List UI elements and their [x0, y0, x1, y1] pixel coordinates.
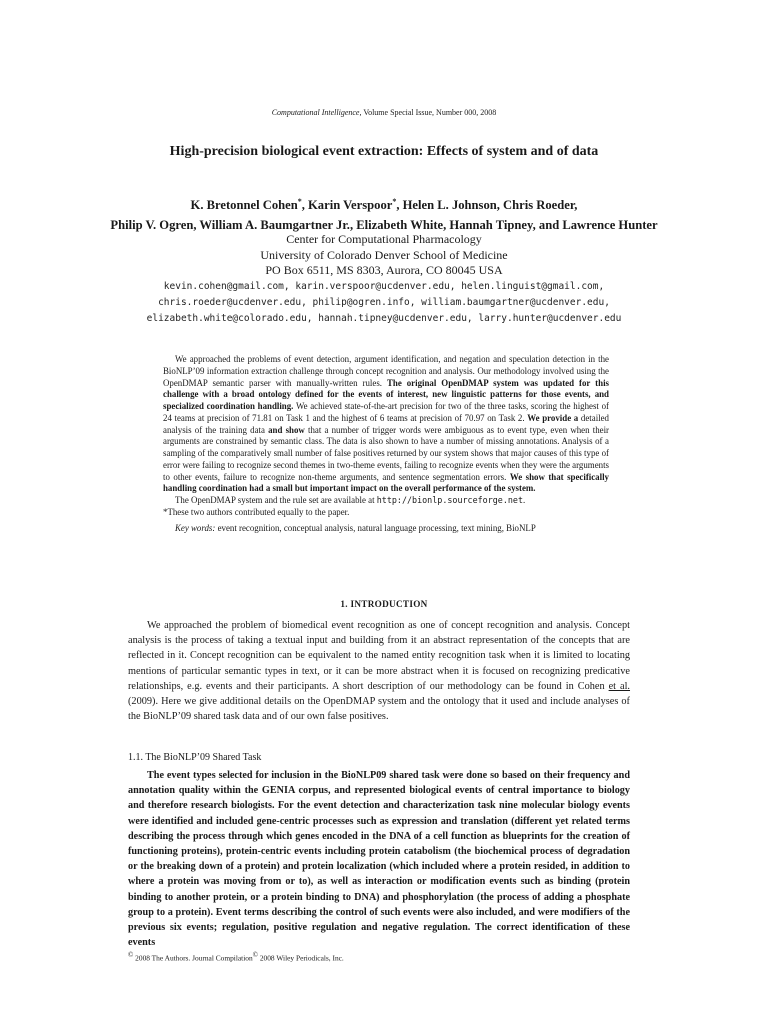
- equal-contribution-mark: *: [297, 197, 302, 206]
- abstract-text: detailed analysis of the training data: [163, 412, 609, 435]
- author-cohen: K. Bretonnel Cohen: [190, 198, 298, 213]
- subsection-heading-shared-task: 1.1. The BioNLP’09 Shared Task: [128, 752, 262, 763]
- journal-name: Computational Intelligence: [271, 108, 360, 117]
- abstract-bold: The original OpenDMAP system was updated for this challenge with a broad ontology defined for the events of interest, new linguistic patterns for those events, and specialized coordination handling.: [163, 377, 609, 411]
- abstract: [163, 354, 609, 534]
- abstract-text: We achieved state-of-the-art precision for two of the three tasks, scoring the highest of 24 teams at precision of 71.81 on Task 1 and the highest of 6 teams at precision of 70.97 on Task 2.: [163, 401, 609, 423]
- affiliation-line-1: Center for Computational Pharmacology: [286, 232, 482, 246]
- abstract-bold: We provide a: [527, 412, 579, 423]
- email-line-3: elizabeth.white@colorado.edu, hannah.tipney@ucdenver.edu, larry.hunter@ucdenver.edu: [146, 313, 622, 324]
- affiliation-line-2: University of Colorado Denver School of Medicine: [260, 247, 508, 262]
- author-emails: [0, 279, 768, 327]
- paragraph-text: We approached the problem of biomedical event recognition as one of concept recognition and analysis. Concept analysis is the process of taking a textual input and building from it an abstract representation of the concepts that are reflected in it. Concept recognition can be equivalent to the named entity recognition task when it is limited to locating mentions of particular semantic types in text, or it can be more abstract when it is focused on recognizing predicative relationships, e.g. events and their participants. A short description of our methodology can be found in Cohen: [128, 620, 630, 692]
- introduction-text: [128, 618, 630, 724]
- affiliation: [0, 232, 768, 279]
- copyright-symbol: ©: [128, 951, 134, 959]
- keywords-label: Key words:: [175, 522, 216, 533]
- availability-note: [163, 495, 609, 507]
- copyright-footer: [128, 951, 630, 962]
- availability-url-link[interactable]: http://bionlp.sourceforge.net: [376, 495, 523, 505]
- abstract-body: [163, 354, 609, 495]
- email-line-1: kevin.cohen@gmail.com, karin.verspoor@ucdenver.edu, helen.linguist@gmail.com,: [163, 281, 605, 292]
- availability-period: .: [523, 495, 526, 505]
- journal-issue: , Volume Special Issue, Number 000, 2008: [359, 108, 497, 117]
- equal-contribution-mark: *: [392, 197, 397, 206]
- author-line-2: Philip V. Ogren, William A. Baumgartner Jr., Elizabeth White, Hannah Tipney, and Lawrence Hunter: [110, 218, 658, 233]
- abstract-bold: We show that specifically handling coordination had a small but important impact on the overall performance of the system.: [163, 471, 609, 494]
- keywords: [163, 523, 609, 535]
- copyright-text: 2008 Wiley Periodicals, Inc.: [258, 953, 344, 963]
- author-others: , Helen L. Johnson, Chris Roeder,: [396, 198, 578, 213]
- abstract-text: We approached the problems of event detection, argument identification, and negation and speculation detection in the BioNLP’09 information extraction challenge through concept recognition and analysis. Our methodology involved using the OpenDMAP semantic parser with manually-written rules.: [163, 354, 609, 388]
- journal-header: [0, 108, 768, 117]
- copyright-text: 2008 The Authors. Journal Compilation: [133, 953, 253, 963]
- shared-task-paragraph: The event types selected for inclusion in the BioNLP09 shared task were done so based on their frequency and annotation quality within the GENIA corpus, and represented biological events of central importance to biology and therefore research biologists. For the event detection and characterization task nine molecular biology events were identified and included gene-centric processes such as expression and translation (different yet related terms describing the process through which genes encoded in the DNA of a cell function as blueprints for the creation of functioning proteins), protein-centric events including protein catabolism (the biochemical process of degradation or the breaking down of a protein) and protein localization (which included where a protein resided, in addition to where a protein was moving from or to), as well as interaction or modification events such as binding (protein binding to another protein, or a protein binding to DNA) and phosphorylation (the process of adding a phosphate group to a protein). Event terms describing the control of such events were also included, and were modifiers of the previous six events; regulation, positive regulation and negative regulation. The correct identification of these events: [128, 770, 630, 949]
- introduction-paragraph: [128, 618, 630, 724]
- section-heading-introduction: 1. INTRODUCTION: [340, 599, 428, 609]
- shared-task-text: [128, 768, 630, 950]
- author-line-1: [0, 192, 768, 215]
- copyright-symbol: ©: [252, 951, 258, 959]
- abstract-bold: and show: [268, 424, 305, 435]
- equal-contribution-note: *These two authors contributed equally to the paper.: [163, 506, 350, 517]
- keywords-list: event recognition, conceptual analysis, natural language processing, text mining, BioNLP: [215, 522, 536, 533]
- author-list: [0, 192, 768, 235]
- author-verspoor: , Karin Verspoor: [301, 198, 393, 213]
- email-line-2: chris.roeder@ucdenver.edu, philip@ogren.info, william.baumgartner@ucdenver.edu,: [158, 297, 610, 308]
- affiliation-line-3: PO Box 6511, MS 8303, Aurora, CO 80045 USA: [265, 263, 503, 277]
- abstract-text: that a number of trigger words were ambiguous as to event type, even when their arguments are constrained by semantic class. The data is also shown to have a number of missing annotations. Analysis of a sampling of the comparatively small number of false positives returned by our system shows that major causes of this type of error were failing to recognize second themes in two-theme events, failing to recognize events when they were the arguments to other events, failure to recognize non-theme arguments, and sentence segmentation errors.: [163, 424, 609, 482]
- citation-link[interactable]: et al.: [608, 680, 631, 692]
- paper-title: High-precision biological event extraction: Effects of system and of data: [169, 144, 599, 159]
- availability-text: The OpenDMAP system and the rule set are available at: [175, 495, 377, 505]
- paragraph-text: (2009). Here we give additional details on the OpenDMAP system and the ontology that it used and include analyses of the BioNLP’09 shared task data and of our own false positives.: [128, 696, 630, 723]
